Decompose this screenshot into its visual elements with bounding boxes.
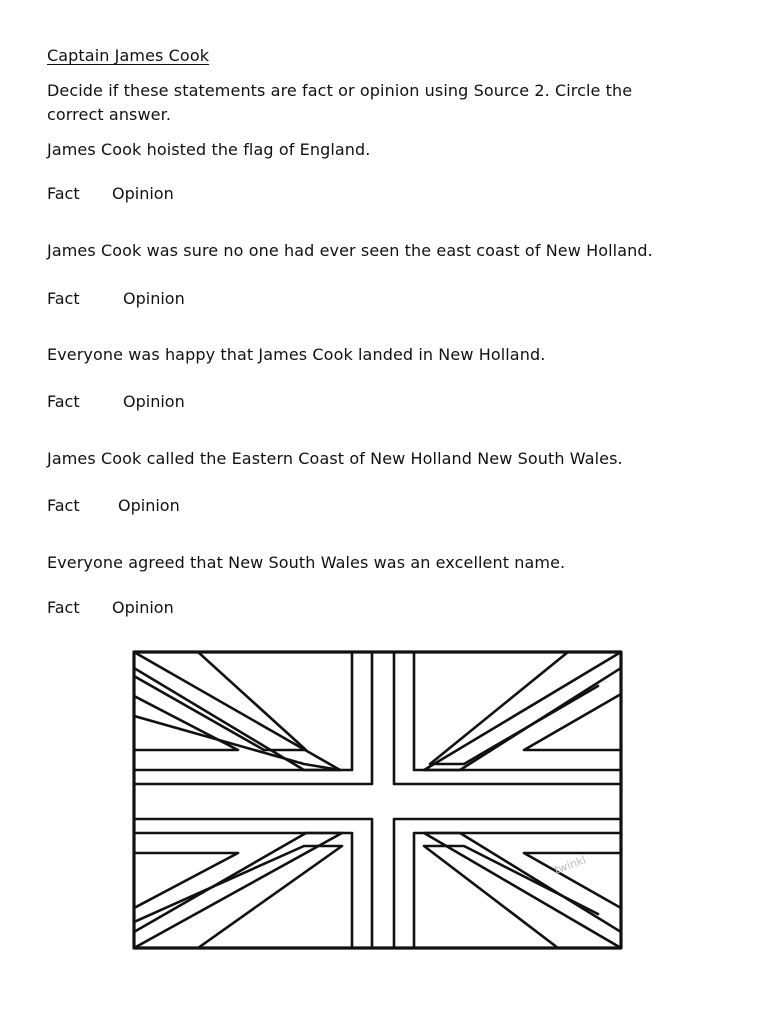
statement-1-text: James Cook hoisted the flag of England. bbox=[47, 140, 371, 159]
statement-2-text: James Cook was sure no one had ever seen the east coast of New Holland. bbox=[47, 241, 653, 260]
statement-3-opinion-option[interactable]: Opinion bbox=[123, 392, 185, 411]
worksheet-title: Captain James Cook bbox=[47, 46, 210, 65]
statement-3-fact-option[interactable]: Fact bbox=[47, 392, 80, 411]
instructions-text: Decide if these statements are fact or opinion using Source 2. Circle the correct answer. bbox=[47, 81, 633, 124]
statement-5-text: Everyone agreed that New South Wales was an excellent name. bbox=[47, 553, 566, 572]
union-jack-outline-icon bbox=[128, 646, 628, 956]
statement-4-opinion-option[interactable]: Opinion bbox=[118, 496, 180, 515]
statement-2-opinion-option[interactable]: Opinion bbox=[123, 289, 185, 308]
statement-5-fact-option[interactable]: Fact bbox=[47, 598, 80, 617]
statement-2-fact-option[interactable]: Fact bbox=[47, 289, 80, 308]
statement-5-opinion-option[interactable]: Opinion bbox=[112, 598, 174, 617]
statement-4-text: James Cook called the Eastern Coast of New Holland New South Wales. bbox=[47, 449, 623, 468]
watermark-logo: twinkl bbox=[552, 853, 588, 877]
statement-1-opinion-option[interactable]: Opinion bbox=[112, 184, 174, 203]
statement-4-fact-option[interactable]: Fact bbox=[47, 496, 80, 515]
statement-3-text: Everyone was happy that James Cook landed in New Holland. bbox=[47, 345, 546, 364]
statement-1-fact-option[interactable]: Fact bbox=[47, 184, 80, 203]
